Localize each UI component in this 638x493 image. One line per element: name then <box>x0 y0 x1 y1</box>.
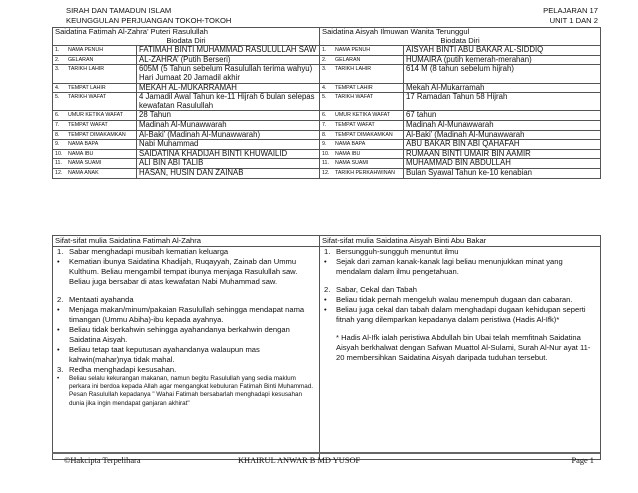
list-item <box>322 247 598 257</box>
list-marker: 3. <box>57 365 64 374</box>
list-text: Beliau selalu kekurangan makanan, namun begitu Rasulullah yang sedia maklum perkara ini berdoa kepada Allah agar mengangkat kebuluran Fatimah Binti Muhammad. Pesan Rasulullah kepadanya " Wahai Fatimah bersabarlah menghadapi kesusahan dunia jika ingin mendapat ganjaran akhirat" <box>69 375 313 407</box>
biodata-row <box>53 168 601 178</box>
fatimah-field-label <box>53 83 137 93</box>
list-item <box>322 295 598 305</box>
fatimah-field-number: 11. <box>55 160 62 167</box>
aisyah-field-label <box>320 55 404 65</box>
fatimah-field-name: NAMA IBU <box>68 150 94 157</box>
list-marker: 2. <box>57 295 64 304</box>
fatimah-traits-title: Sifat-sifat mulia Saidatina Fatimah Al-Zahra <box>53 236 320 247</box>
fatimah-field-name: NAMA SUAMI <box>68 160 102 167</box>
list-item <box>322 333 598 363</box>
fatimah-field-number: 8. <box>55 131 60 138</box>
fatimah-field-name: TEMPAT DIMAKAMKAN <box>68 131 126 138</box>
list-text: Sabar, Cekal dan Tabah <box>336 285 417 294</box>
fatimah-field-number: 6. <box>55 112 60 119</box>
fatimah-field-value: AL-ZAHRA’ (Putih Berseri) <box>137 55 320 65</box>
fatimah-field-number: 2. <box>55 56 60 63</box>
fatimah-field-value: MEKAH AL-MUKARRAMAH <box>137 83 320 93</box>
topic-title: KEUNGGULAN PERJUANGAN TOKOH-TOKOH <box>66 16 232 25</box>
aisyah-field-number: 7. <box>322 121 327 128</box>
fatimah-section-title: Saidatina Fatimah Al-Zahra’ Puteri Rasulullah Biodata Diri <box>53 28 320 46</box>
list-item <box>55 375 317 408</box>
biodata-row <box>53 149 601 159</box>
aisyah-field-number: 11. <box>322 160 329 167</box>
aisyah-field-name: NAMA IBU <box>335 150 361 157</box>
aisyah-field-number: 10. <box>322 150 330 157</box>
aisyah-field-value: ABU BAKAR BIN ABI QAHAFAH <box>404 140 601 150</box>
fatimah-field-label <box>53 120 137 130</box>
biodata-row <box>53 46 601 56</box>
fatimah-field-label <box>53 93 137 111</box>
aisyah-field-label <box>320 130 404 140</box>
list-marker: • <box>324 257 327 266</box>
biodata-row <box>53 120 601 130</box>
fatimah-field-name: TARIKH WAFAT <box>68 94 107 101</box>
fatimah-field-number: 1. <box>55 47 60 54</box>
aisyah-field-number: 3. <box>322 66 327 73</box>
traits-title-row <box>53 236 601 247</box>
unit-number: UNIT 1 DAN 2 <box>549 16 598 25</box>
list-spacer <box>322 277 598 285</box>
list-item <box>55 345 317 365</box>
list-item <box>55 295 317 305</box>
fatimah-field-label <box>53 168 137 178</box>
aisyah-field-label <box>320 65 404 83</box>
traits-table <box>52 235 601 460</box>
fatimah-field-number: 3. <box>55 66 60 73</box>
author-name: KHAIRUL ANWAR B MD YUSOF <box>238 456 361 465</box>
aisyah-field-name: TEMPAT WAFAT <box>335 121 375 128</box>
biodata-row <box>53 111 601 121</box>
biodata-row <box>53 65 601 83</box>
list-item <box>55 257 317 287</box>
list-marker: • <box>57 375 60 382</box>
fatimah-field-value: Madinah Al-Munawwarah <box>137 120 320 130</box>
aisyah-field-label <box>320 140 404 150</box>
fatimah-field-label <box>53 130 137 140</box>
fatimah-field-number: 7. <box>55 121 60 128</box>
page-footer <box>52 452 600 468</box>
aisyah-field-name: NAMA BAPA <box>335 141 366 148</box>
list-marker: 1. <box>57 247 64 256</box>
fatimah-field-label <box>53 46 137 56</box>
list-text: Mentaati ayahanda <box>69 295 134 304</box>
fatimah-field-name: TEMPAT LAHIR <box>68 84 106 91</box>
list-text: Menjaga makan/minum/pakaian Rasulullah sehingga mendapat nama timangan (Ummu Abiha)-ibu kepada ayahnya. <box>69 305 305 324</box>
list-spacer <box>322 325 598 333</box>
aisyah-field-name: NAMA PENUH <box>335 47 371 54</box>
aisyah-field-value: Madinah Al-Munawwarah <box>404 120 601 130</box>
aisyah-traits-title: Sifat-sifat mulia Saidatina Aisyah Binti Abu Bakar <box>320 236 601 247</box>
fatimah-field-value: 605M (5 Tahun sebelum Rasulullah terima wahyu) Hari Jumaat 20 Jamadil akhir <box>137 65 320 83</box>
copyright-text: ©Hakcipta Terpelihara <box>64 456 141 465</box>
aisyah-field-name: GELARAN <box>335 56 361 63</box>
list-text: Beliau tidak pernah mengeluh walau menempuh dugaan dan cabaran. <box>336 295 573 304</box>
aisyah-field-label <box>320 159 404 169</box>
fatimah-field-value: ALI BIN ABI TALIB <box>137 159 320 169</box>
list-marker: • <box>57 325 60 334</box>
biodata-row <box>53 140 601 150</box>
biodata-row <box>53 83 601 93</box>
fatimah-field-value: Al-Baki’ (Madinah Al-Munawwarah) <box>137 130 320 140</box>
fatimah-field-value: 28 Tahun <box>137 111 320 121</box>
aisyah-biodata-subtitle: Biodata Diri <box>440 35 480 45</box>
fatimah-field-name: TARIKH LAHIR <box>68 66 105 73</box>
aisyah-field-number: 12. <box>322 169 330 176</box>
fatimah-field-label <box>53 65 137 83</box>
aisyah-field-number: 8. <box>322 131 327 138</box>
list-marker: 2. <box>324 285 331 294</box>
biodata-title-row <box>53 28 601 46</box>
fatimah-field-number: 12. <box>55 169 63 176</box>
list-text: Sabar menghadapi musibah kematian keluarga <box>69 247 229 256</box>
aisyah-field-number: 1. <box>322 47 327 54</box>
list-text: Sejak dari zaman kanak-kanak lagi beliau menunjukkan minat yang mendalam dalam ilmu pengetahuan. <box>336 257 563 276</box>
aisyah-field-value: 614 M (8 tahun sebelum hijrah) <box>404 65 601 83</box>
fatimah-field-value: FATIMAH BINTI MUHAMMAD RASULULLAH SAW <box>137 46 320 56</box>
aisyah-field-number: 6. <box>322 112 327 119</box>
aisyah-traits-list <box>320 247 601 460</box>
list-marker: • <box>57 257 60 266</box>
fatimah-biodata-subtitle: Biodata Diri <box>166 35 206 45</box>
list-item <box>55 365 317 375</box>
list-text: Beliau tetap taat keputusan ayahandanya walaupun mas kahwin(mahar)nya tidak mahal. <box>69 345 260 364</box>
aisyah-field-number: 2. <box>322 56 327 63</box>
aisyah-field-value: Al-Baki’ (Madinah Al-Munawwarah <box>404 130 601 140</box>
list-marker: • <box>57 345 60 354</box>
fatimah-field-name: TEMPAT WAFAT <box>68 121 108 128</box>
aisyah-field-label <box>320 83 404 93</box>
list-item <box>55 325 317 345</box>
aisyah-field-number: 5. <box>322 94 327 101</box>
list-marker: 1. <box>324 247 331 256</box>
list-text: Redha menghadapi kesusahan. <box>69 365 177 374</box>
fatimah-field-number: 4. <box>55 84 60 91</box>
fatimah-field-name: NAMA BAPA <box>68 141 99 148</box>
fatimah-field-number: 10. <box>55 150 63 157</box>
document-header-left <box>66 6 231 26</box>
fatimah-field-label <box>53 159 137 169</box>
aisyah-field-value: Bulan Syawal Tahun ke-10 kenabian <box>404 168 601 178</box>
fatimah-field-value: HASAN, HUSIN DAN ZAINAB <box>137 168 320 178</box>
aisyah-field-number: 9. <box>322 141 327 148</box>
aisyah-field-name: UMUR KETIKA WAFAT <box>335 112 391 119</box>
list-marker: • <box>324 295 327 304</box>
document-header-right <box>543 6 598 26</box>
lesson-number: PELAJARAN 17 <box>543 6 598 15</box>
aisyah-field-name: TARIKH WAFAT <box>335 94 374 101</box>
biodata-row <box>53 159 601 169</box>
fatimah-traits-list <box>53 247 320 460</box>
fatimah-field-value: SAIDATINA KHADIJAH BINTI KHUWAILID <box>137 149 320 159</box>
aisyah-field-value: MUHAMMAD BIN ABDULLAH <box>404 159 601 169</box>
aisyah-field-label <box>320 120 404 130</box>
subject-title: SIRAH DAN TAMADUN ISLAM <box>66 6 172 15</box>
aisyah-section-title: Saidatina Aisyah Ilmuwan Wanita Terunggul Biodata Diri <box>320 28 601 46</box>
aisyah-field-label <box>320 93 404 111</box>
biodata-row <box>53 93 601 111</box>
fatimah-field-number: 5. <box>55 94 60 101</box>
aisyah-field-value: RUMAAN BINTI UMAIR BIN AAMIR <box>404 149 601 159</box>
aisyah-field-label <box>320 168 404 178</box>
aisyah-field-label <box>320 149 404 159</box>
list-spacer <box>55 287 317 295</box>
list-item <box>55 305 317 325</box>
fatimah-field-label <box>53 149 137 159</box>
fatimah-field-label <box>53 140 137 150</box>
list-text: Kematian ibunya Saidatina Khadijah, Ruqayyah, Zainab dan Ummu Kulthum. Beliau mengambil tempat ibunya menjaga Rasulullah saw. Beliau juga bersabar di atas kewafatan Nabi Muhammad saw. <box>69 257 298 286</box>
fatimah-field-label <box>53 111 137 121</box>
list-text: Bersungguh-sungguh menuntut ilmu <box>336 247 459 256</box>
aisyah-field-value: Mekah Al-Mukarramah <box>404 83 601 93</box>
fatimah-field-name: UMUR KETIKA WAFAT <box>68 112 124 119</box>
list-marker: • <box>324 305 327 314</box>
list-text: Beliau juga cekal dan tabah dalam menghadapi dugaan kehidupan seperti fitnah yang dilemparkan kepadanya dalam peristiwa (Hadis Al-Ifk)* <box>336 305 586 324</box>
aisyah-field-value: HUMAIRA (putih kemerah-merahan) <box>404 55 601 65</box>
aisyah-field-value: 67 tahun <box>404 111 601 121</box>
list-text: * Hadis Al-Ifk ialah peristiwa Abdullah bin Ubai telah memfitnah Saidatina Aisyah berkhalwat dengan Safwan Muattol Al-Sulami, Surah Al-Nur ayat 11-20 membersihkan Saidatina Aisyah daripada tuduhan tersebut. <box>336 333 591 362</box>
list-item <box>322 305 598 325</box>
aisyah-field-name: NAMA SUAMI <box>335 160 369 167</box>
fatimah-field-value: 4 Jamadil Awal Tahun ke-11 Hijrah 6 bulan selepas kewafatan Rasulullah <box>137 93 320 111</box>
fatimah-field-value: Nabi Muhammad <box>137 140 320 150</box>
aisyah-field-name: TARIKH LAHIR <box>335 66 372 73</box>
biodata-table <box>52 27 601 179</box>
aisyah-field-value: AISYAH BINTI ABU BAKAR AL-SIDDIQ <box>404 46 601 56</box>
list-item <box>322 257 598 277</box>
fatimah-field-number: 9. <box>55 141 60 148</box>
list-item <box>322 285 598 295</box>
biodata-row <box>53 55 601 65</box>
aisyah-field-name: TEMPAT DIMAKAMKAN <box>335 131 393 138</box>
traits-body-row <box>53 247 601 460</box>
fatimah-field-name: GELARAN <box>68 56 94 63</box>
list-text: Beliau tidak berkahwin sehingga ayahandanya berkahwin dengan Saidatina Aisyah. <box>69 325 290 344</box>
page-number: Page 1 <box>571 456 594 465</box>
fatimah-field-name: NAMA ANAK <box>68 169 99 176</box>
fatimah-field-name: NAMA PENUH <box>68 47 104 54</box>
aisyah-field-label <box>320 46 404 56</box>
list-marker: • <box>57 305 60 314</box>
biodata-row <box>53 130 601 140</box>
aisyah-field-name: TARIKH PERKAHWINAN <box>335 169 395 176</box>
aisyah-field-number: 4. <box>322 84 327 91</box>
aisyah-field-value: 17 Ramadan Tahun 58 Hijrah <box>404 93 601 111</box>
fatimah-field-label <box>53 55 137 65</box>
aisyah-field-label <box>320 111 404 121</box>
aisyah-field-name: TEMPAT LAHIR <box>335 84 373 91</box>
list-item <box>55 247 317 257</box>
